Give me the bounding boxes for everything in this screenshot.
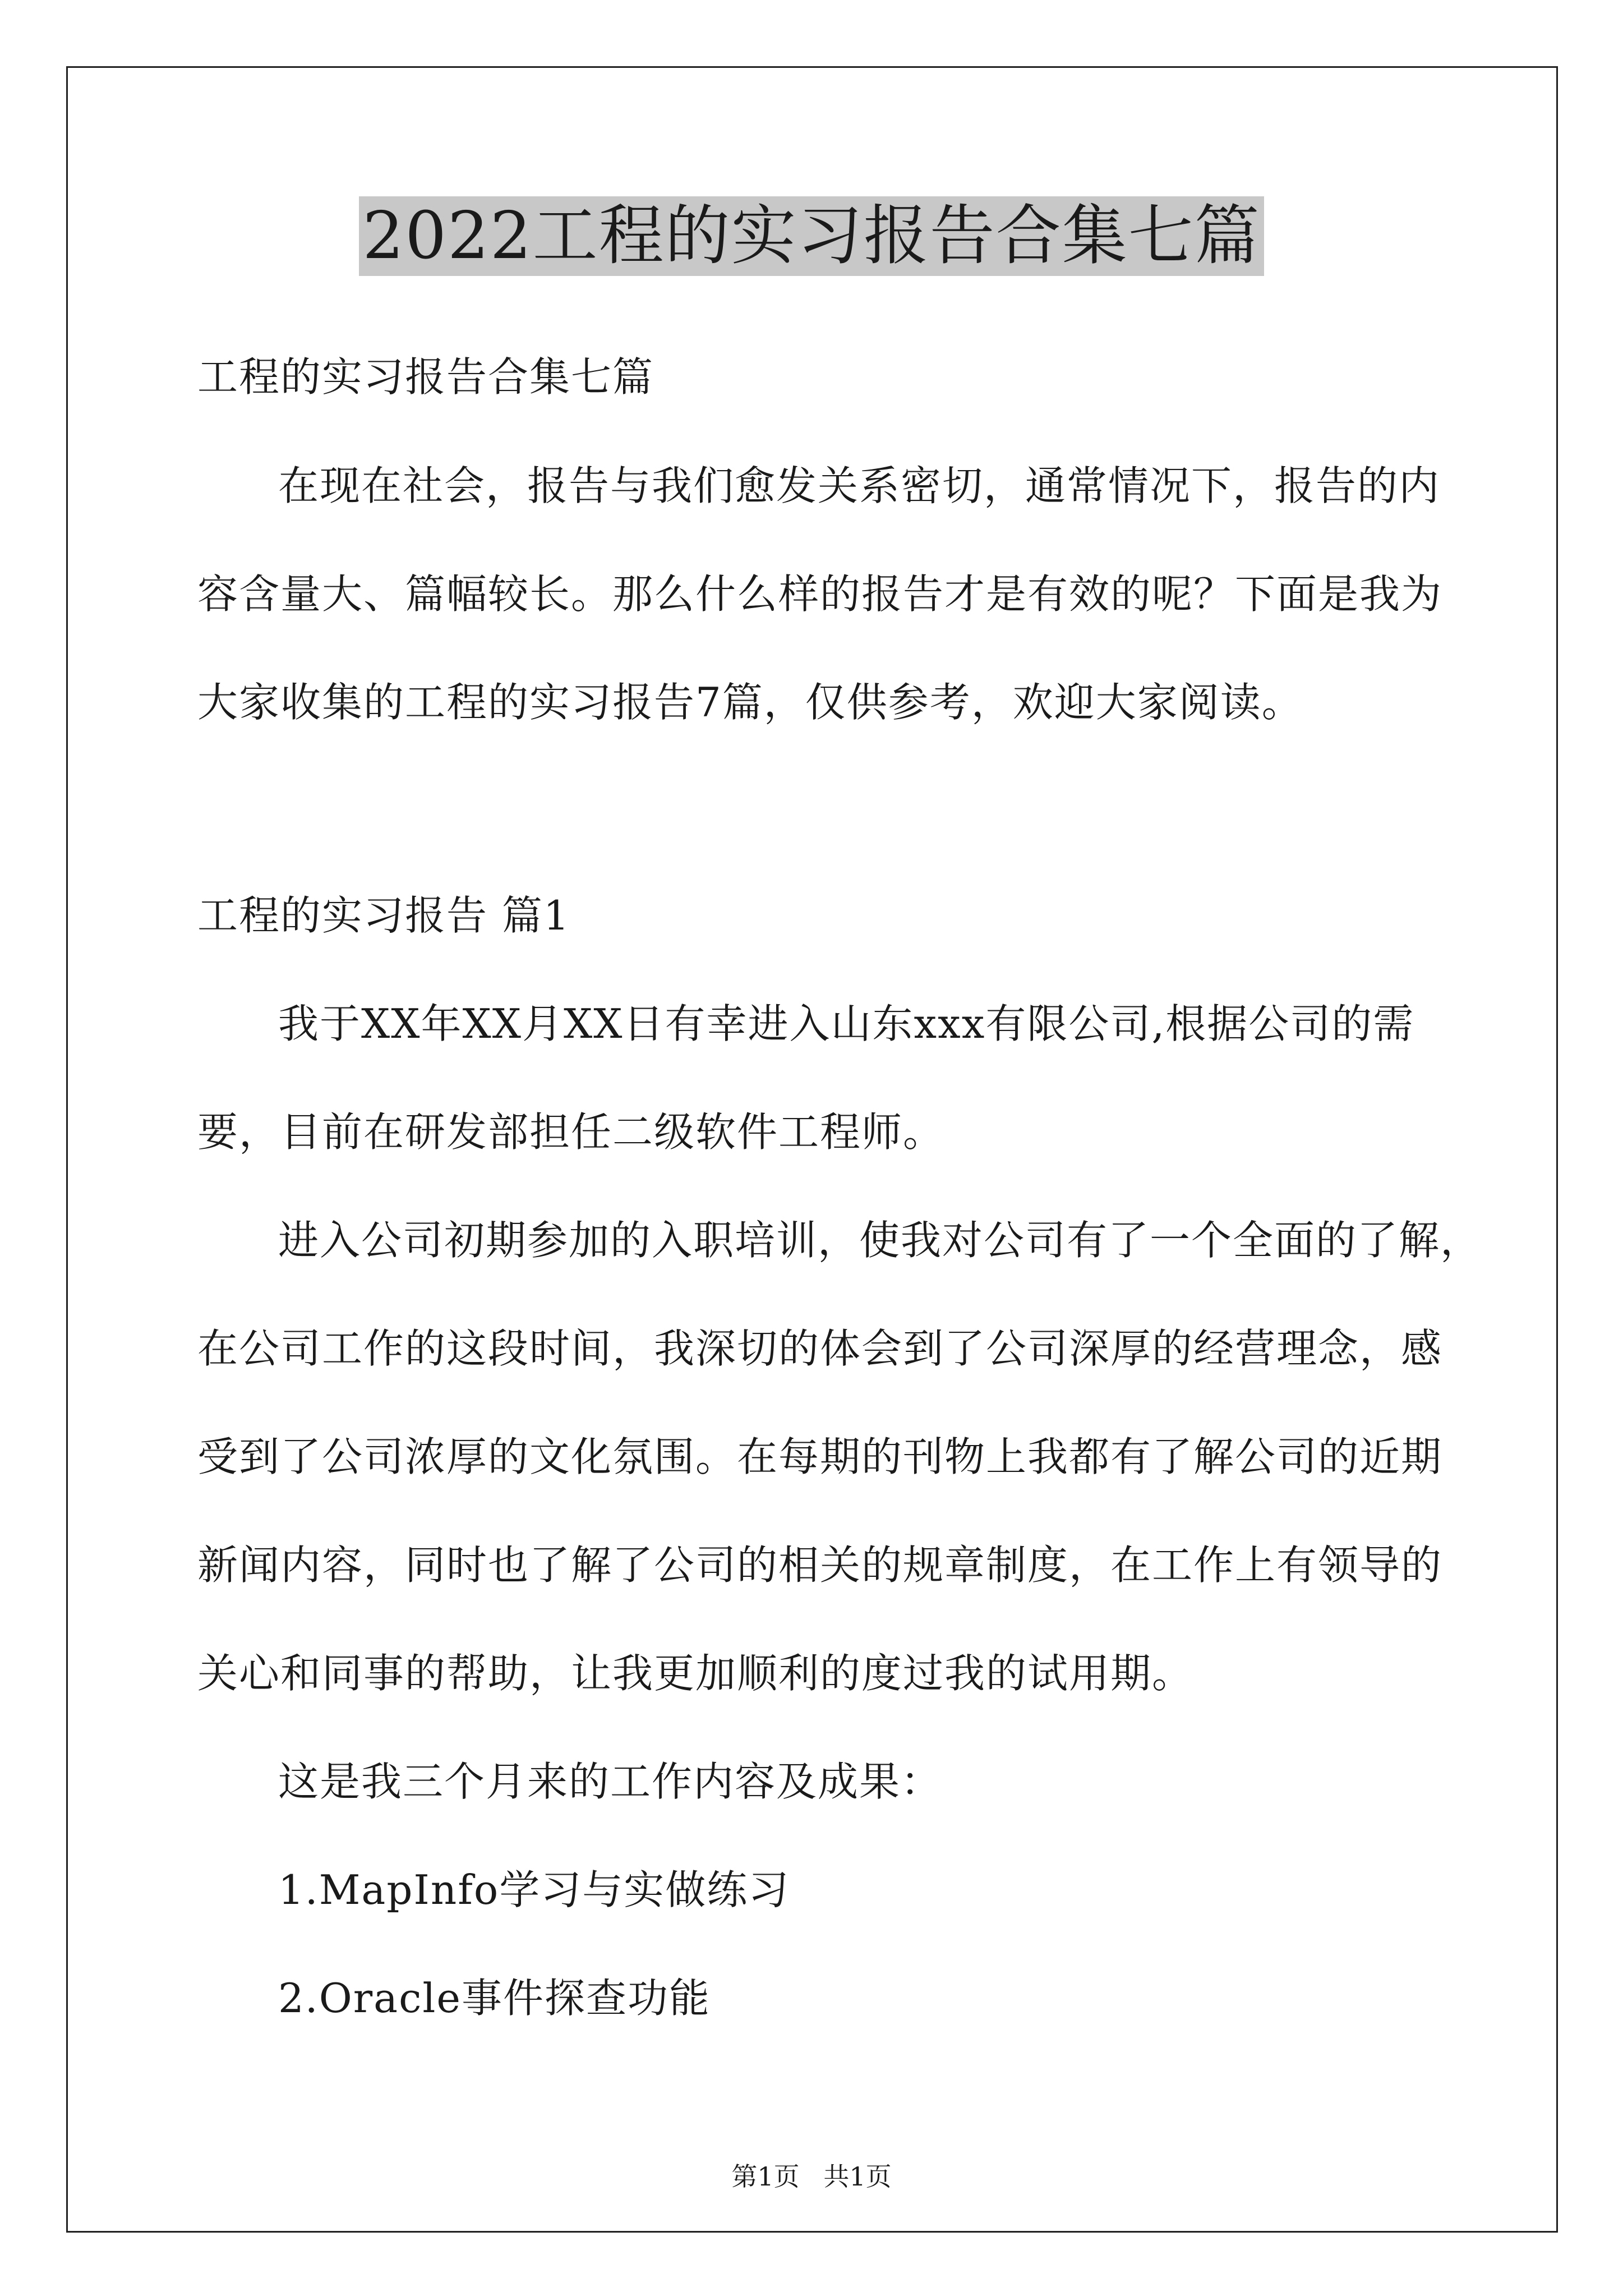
page-footer <box>0 2161 1623 2192</box>
paragraph-3: 这是我三个月来的工作内容及成果： <box>278 1758 943 1805</box>
page-number-current: 第1页 <box>731 2161 800 2192</box>
paragraph-2-line-5: 关心和同事的帮助，让我更加顺利的度过我的试用期。 <box>197 1650 1194 1697</box>
intro-line-2: 容含量大、篇幅较长。那么什么样的报告才是有效的呢？下面是我为 <box>197 570 1443 618</box>
list-item-1: 1.MapInfo学习与实做练习 <box>278 1866 790 1913</box>
paragraph-1-line-2: 要，目前在研发部担任二级软件工程师。 <box>197 1108 945 1156</box>
section-heading: 工程的实习报告 篇1 <box>197 892 570 939</box>
page-number-total: 共1页 <box>823 2161 892 2192</box>
document-title: 2022工程的实习报告合集七篇 <box>359 196 1264 276</box>
paragraph-2-line-1: 进入公司初期参加的入职培训，使我对公司有了一个全面的了解， <box>278 1217 1482 1264</box>
paragraph-2-line-4: 新闻内容，同时也了解了公司的相关的规章制度，在工作上有领导的 <box>197 1542 1443 1589</box>
title-wrap <box>0 196 1623 276</box>
document-subtitle: 工程的实习报告合集七篇 <box>197 353 654 401</box>
paragraph-1-line-1: 我于XX年XX月XX日有幸进入山东xxx有限公司,根据公司的需 <box>278 1000 1415 1047</box>
paragraph-2-line-3: 受到了公司浓厚的文化氛围。在每期的刊物上我都有了解公司的近期 <box>197 1433 1443 1480</box>
list-item-2: 2.Oracle事件探查功能 <box>278 1975 711 2022</box>
intro-line-3: 大家收集的工程的实习报告7篇，仅供参考，欢迎大家阅读。 <box>197 679 1303 726</box>
paragraph-2-line-2: 在公司工作的这段时间，我深切的体会到了公司深厚的经营理念，感 <box>197 1325 1443 1372</box>
intro-line-1: 在现在社会，报告与我们愈发关系密切，通常情况下，报告的内 <box>278 462 1441 509</box>
